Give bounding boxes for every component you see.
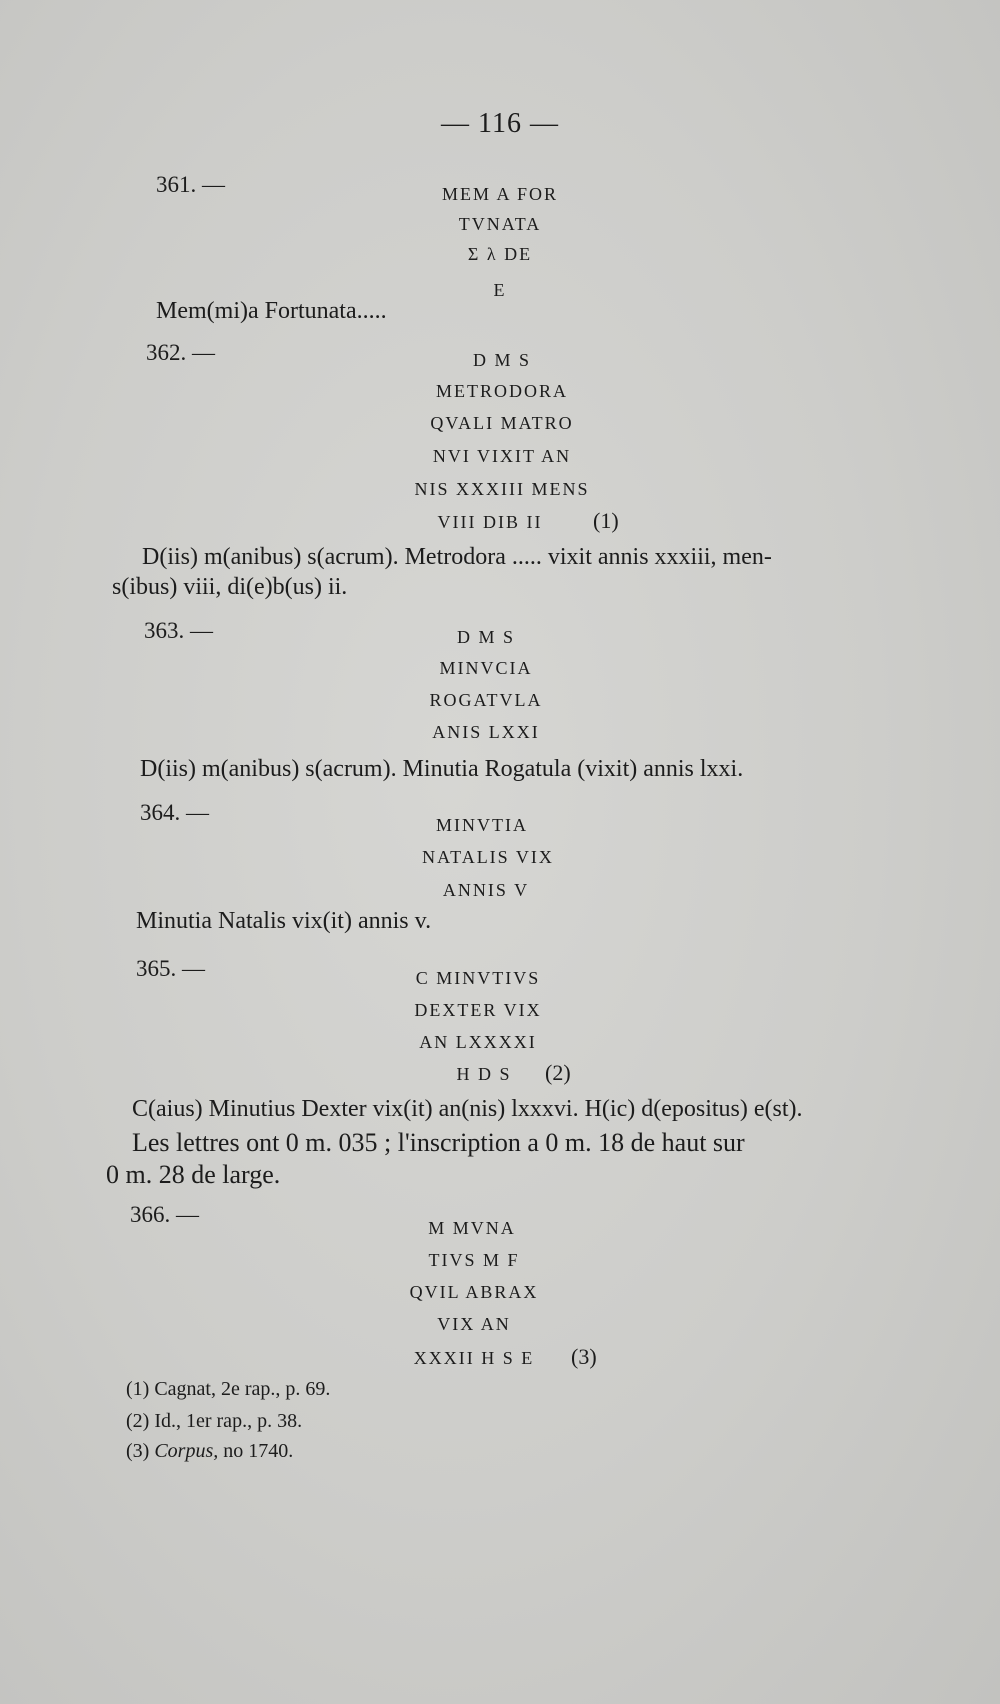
remark-line: 0 m. 28 de large. xyxy=(106,1160,281,1189)
inscription-line: C MINVTIVS xyxy=(415,968,541,988)
footnote-mark: (2) xyxy=(126,1410,150,1432)
inscription-line: NVI VIXIT AN xyxy=(432,446,572,466)
inscription-line: METRODORA xyxy=(435,381,569,401)
translation-line: Minutia Natalis vix(it) annis v. xyxy=(136,908,432,934)
inscription-line: TIVS M F xyxy=(428,1250,520,1270)
entry-number: 361. — xyxy=(156,172,225,197)
inscription-line: D M S xyxy=(456,627,516,647)
footnote-reference: (1) xyxy=(593,508,619,533)
translation-line: D(iis) m(anibus) s(acrum). Minutia Rogatula (vixit) annis lxxi. xyxy=(140,756,744,782)
inscription-line: D M S xyxy=(472,350,532,370)
translation-line: D(iis) m(anibus) s(acrum). Metrodora ..... vixit annis xxxiii, men- xyxy=(142,544,772,570)
inscription-line: MINVTIA xyxy=(436,815,528,835)
inscription-line: XXXII H S E xyxy=(413,1348,535,1368)
inscription-line: Σ λ DE xyxy=(467,244,533,264)
remark-line: Les lettres ont 0 m. 035 ; l'inscription a 0 m. 18 de haut sur xyxy=(132,1128,745,1157)
footnote-text: no 1740. xyxy=(218,1440,294,1462)
translation-line: Mem(mi)a Fortunata..... xyxy=(156,298,387,324)
footnote-mark: (3) xyxy=(126,1440,150,1462)
footnote-text-italic: Corpus, xyxy=(154,1440,219,1462)
inscription-line: DEXTER VIX xyxy=(414,1000,542,1020)
inscription-line: NIS XXXIII MENS xyxy=(414,479,590,499)
inscription-line: ROGATVLA xyxy=(429,690,543,710)
entry-number: 364. — xyxy=(140,800,209,825)
inscription-line: VIII DIB II xyxy=(437,512,543,532)
inscription-line: QVIL ABRAX xyxy=(409,1282,539,1302)
footnote xyxy=(126,1440,293,1463)
translation-line: s(ibus) viii, di(e)b(us) ii. xyxy=(112,574,348,600)
entry-number: 362. — xyxy=(146,340,215,365)
inscription-line: H D S xyxy=(456,1064,512,1084)
page-number: — 116 — xyxy=(441,108,559,139)
inscription-line: MEM A FOR xyxy=(441,184,559,204)
inscription-line: M MVNA xyxy=(428,1218,516,1238)
inscription-line: TVNATA xyxy=(458,214,542,234)
footnote-reference: (2) xyxy=(545,1060,571,1085)
footnote-mark: (1) xyxy=(126,1378,150,1400)
inscription-line: NATALIS VIX xyxy=(422,847,554,867)
translation-line: C(aius) Minutius Dexter vix(it) an(nis) lxxxvi. H(ic) d(epositus) e(st). xyxy=(132,1096,803,1122)
footnote-text: Id., 1er rap., p. 38. xyxy=(154,1410,303,1432)
footnote-text: Cagnat, 2e rap., p. 69. xyxy=(154,1378,331,1400)
inscription-line: MINVCIA xyxy=(439,658,533,678)
footnote-reference: (3) xyxy=(571,1344,597,1369)
footnote xyxy=(126,1378,330,1401)
inscription-line: ANIS LXXI xyxy=(432,722,540,742)
inscription-line: AN LXXXXI xyxy=(419,1032,537,1052)
entry-number: 366. — xyxy=(130,1202,199,1227)
inscription-line: QVALI MATRO xyxy=(430,413,574,433)
footnote xyxy=(126,1410,302,1433)
entry-number: 363. — xyxy=(144,618,213,643)
inscription-line: VIX AN xyxy=(437,1314,511,1334)
inscription-line: ANNIS V xyxy=(442,880,530,900)
inscription-line: E xyxy=(493,280,507,300)
entry-number: 365. — xyxy=(136,956,205,981)
